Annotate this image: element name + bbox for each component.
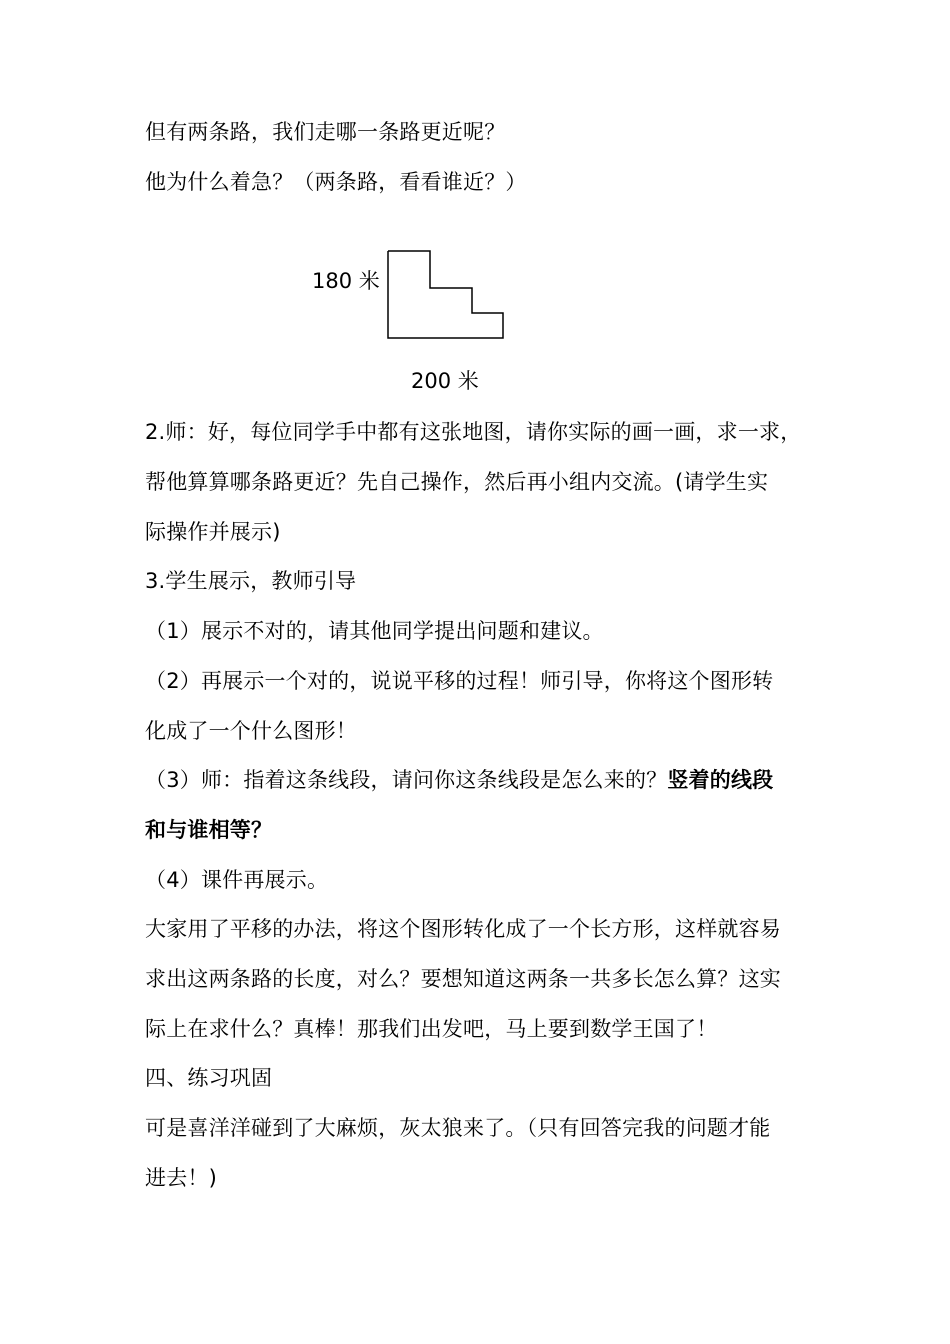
text-line-8: （2）再展示一个对的，说说平移的过程！师引导，你将这个图形转 bbox=[145, 669, 774, 693]
width-label: 200 米 bbox=[411, 369, 479, 393]
text-line-11: 和与谁相等？ bbox=[145, 818, 273, 842]
text-line-10-normal: （3）师：指着这条线段，请问你这条线段是怎么来的？ bbox=[145, 768, 668, 792]
text-line-1: 但有两条路，我们走哪一条路更近呢？ bbox=[145, 120, 506, 144]
text-line-14: 求出这两条路的长度，对么？要想知道这两条一共多长怎么算？这实 bbox=[145, 967, 781, 991]
text-line-12: （4）课件再展示。 bbox=[145, 868, 329, 892]
text-line-5: 际操作并展示) bbox=[145, 520, 281, 544]
section-heading: 四、练习巩固 bbox=[145, 1066, 273, 1090]
text-line-10-bold: 竖着的线段 bbox=[667, 768, 774, 792]
height-label: 180 米 bbox=[312, 269, 380, 293]
text-line-3: 2.师：好，每位同学手中都有这张地图，请你实际的画一画，求一求， bbox=[145, 420, 802, 444]
text-line-17: 可是喜洋洋碰到了大麻烦，灰太狼来了。（只有回答完我的问题才能 bbox=[145, 1116, 771, 1140]
text-line-2: 他为什么着急？（两条路，看看谁近？） bbox=[145, 170, 527, 194]
text-line-15: 际上在求什么？真棒！那我们出发吧，马上要到数学王国了！ bbox=[145, 1017, 718, 1041]
text-line-10 bbox=[145, 765, 825, 795]
text-line-6: 3.学生展示，教师引导 bbox=[145, 569, 357, 593]
staircase-path-figure bbox=[300, 240, 560, 400]
staircase-outline bbox=[388, 251, 503, 338]
text-line-4: 帮他算算哪条路更近？先自己操作，然后再小组内交流。(请学生实 bbox=[145, 470, 769, 494]
text-line-9: 化成了一个什么图形！ bbox=[145, 719, 357, 743]
staircase-shape bbox=[300, 240, 560, 350]
text-line-18: 进去！) bbox=[145, 1166, 217, 1190]
text-line-13: 大家用了平移的办法，将这个图形转化成了一个长方形，这样就容易 bbox=[145, 917, 781, 941]
text-line-7: （1）展示不对的，请其他同学提出问题和建议。 bbox=[145, 619, 604, 643]
